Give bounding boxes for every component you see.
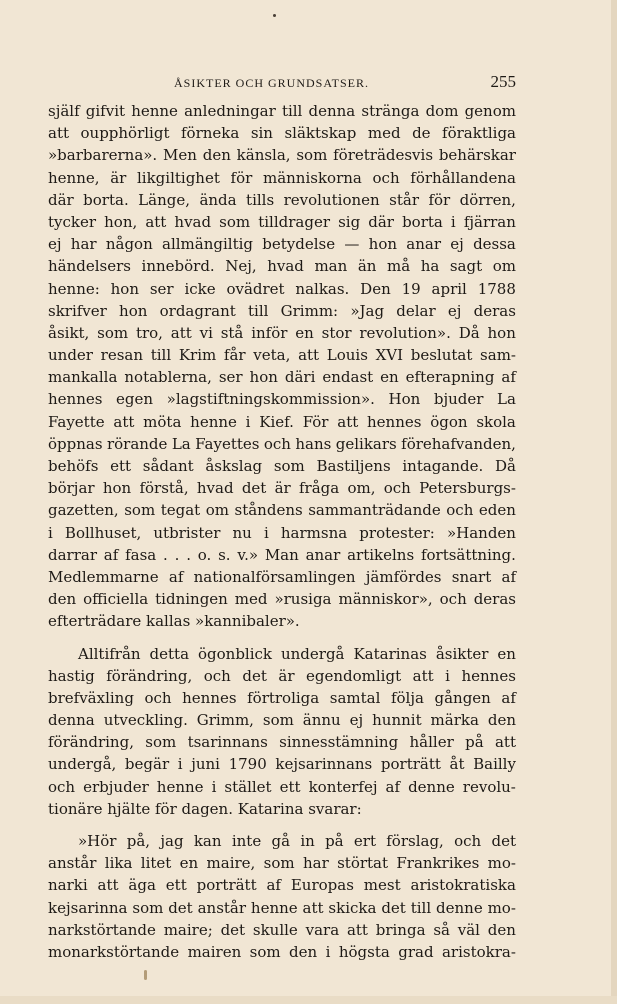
text-line: henne, är likgiltighet för människorna och förhållandena [48,168,516,187]
text-line: efterträdare kallas »kannibaler». [48,612,300,631]
text-line: brefväxling och hennes förtroliga samtal följa gången af [48,688,516,707]
text-line: ej har någon allmängiltig betydelse — hon anar ej dessa [48,235,516,254]
ink-dot [273,14,276,17]
text-line: själf gifvit henne anledningar till denna stränga dom genom [48,102,516,120]
text-line: anstår lika litet en maire, som har störtat Frankrikes mo- [48,854,516,873]
text-line: i Bollhuset, utbrister nu i harmsna protester: »Handen [48,523,516,542]
text-line: darrar af fasa . . . o. s. v.» Man anar artikelns fortsättning. [48,545,516,564]
text-line: »barbarerna». Men den känsla, som företrädesvis behärskar [48,146,516,165]
text-line: Medlemmarne af nationalförsamlingen jämfördes snart af [48,567,516,586]
text-line: där borta. Länge, ända tills revolutionen står för dörren, [48,190,516,209]
text-line: undergå, begär i juni 1790 kejsarinnans porträtt åt Bailly [48,755,516,774]
page-bottom-edge [0,996,617,1004]
body-text [48,100,516,963]
paragraph-gap [48,820,516,830]
text-line: narkstörtande maire; det skulle vara att bringa så väl den [48,920,516,939]
text-line: att oupphörligt förneka sin släktskap med de föraktliga [48,124,516,143]
text-line: och erbjuder henne i stället ett konterfej af denne revolu- [48,777,516,796]
text-line: monarkstörtande mairen som den i högsta grad aristokra- [48,942,516,961]
text-line: mankalla notablerna, ser hon däri endast en efterapning af [48,368,516,387]
text-line: denna utveckling. Grimm, som ännu ej hunnit märka den [48,711,516,730]
running-head: ÅSIKTER OCH GRUNDSATSER. [174,76,370,90]
paragraph-gap [48,633,516,643]
text-line: börjar hon förstå, hvad det är fråga om, och Petersburgs- [48,479,516,498]
text-line: »Hör på, jag kan inte gå in på ert förslag, och det [78,832,516,850]
text-line: öppnas rörande La Fayettes och hans gelikars förehafvanden, [48,434,516,453]
text-line: händelsers innebörd. Nej, hvad man än må ha sagt om [48,257,516,276]
text-line: kejsarinna som det anstår henne att skicka det till denne mo- [48,898,516,917]
text-line: skrifver hon ordagrant till Grimm: »Jag delar ej deras [48,301,516,320]
text-line: hastig förändring, och det är egendomligt att i hennes [48,666,516,685]
text-line: under resan till Krim får veta, att Louis XVI beslutat sam- [48,346,516,365]
text-line: Alltifrån detta ögonblick undergå Katarinas åsikter en [78,644,516,663]
text-line: Fayette att möta henne i Kief. För att hennes ögon skola [48,412,516,431]
page-number: 255 [490,72,516,91]
page-edge-shadow [611,0,617,1004]
page-header [48,72,516,94]
text-line: gazetten, som tegat om ståndens sammanträdande och eden [48,501,516,520]
text-line: tionäre hjälte för dagen. Katarina svarar: [48,799,362,818]
text-line: den officiella tidningen med »rusiga människor», och deras [48,590,516,609]
text-line: henne: hon ser icke ovädret nalkas. Den 19 april 1788 [48,279,516,298]
text-line: tycker hon, att hvad som tilldrager sig där borta i fjärran [48,212,516,231]
text-line: åsikt, som tro, att vi stå inför en stor revolution». Då hon [48,323,516,342]
text-line: behöfs ett sådant åskslag som Bastiljens intagande. Då [48,457,516,475]
text-line: narki att äga ett porträtt af Europas mest aristokratiska [48,876,516,895]
paper-speck [144,970,147,980]
text-line: hennes egen »lagstiftningskommission». Hon bjuder La [48,390,516,409]
text-line: förändring, som tsarinnans sinnesstämning håller på att [48,733,516,752]
